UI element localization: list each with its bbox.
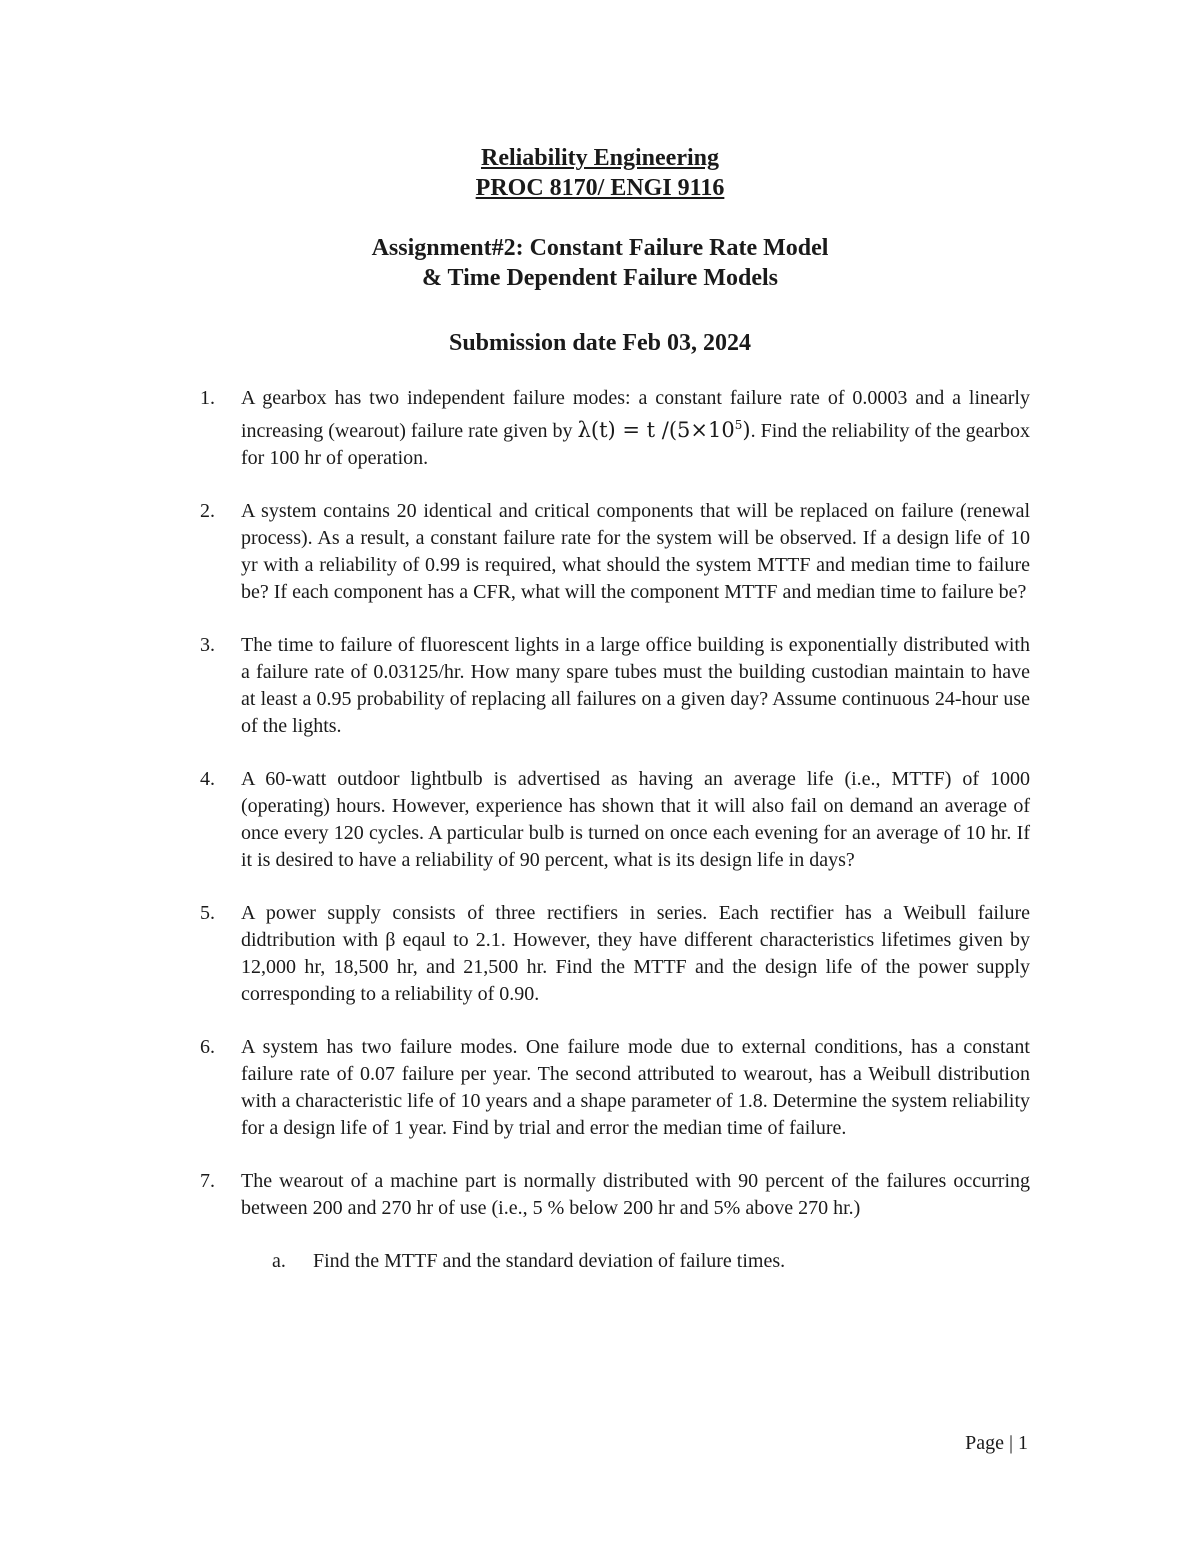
sub-question-text: Find the MTTF and the standard deviation of failure times.: [313, 1250, 786, 1272]
course-title: Reliability Engineering: [480, 145, 719, 171]
question-text: A 60-watt outdoor lightbulb is advertised as having an average life (i.e., MTTF) of 1000 (operating) hours. However, experience has shown that it will also fail on demand an average of once every 120 cycles. A particular bulb is turned on once each evening for an average of 10 hr. If it is desired to have a reliability of 90 percent, what is its design life in days?: [241, 768, 1030, 871]
question-number: 2.: [200, 500, 215, 522]
question-text: The time to failure of fluorescent lights in a large office building is exponentially distributed with a failure rate of 0.03125/hr. How many spare tubes must the building custodian maintain to have at least a 0.95 probability of replacing all failures on a given day? Assume continuous 24-hour use of the lights.: [241, 634, 1030, 737]
failure-rate-formula: [578, 418, 751, 442]
question-text: [241, 385, 1030, 472]
formula-main: λ(t) = t /(5×10: [577, 418, 735, 442]
question-1: [200, 385, 1030, 472]
submission-date: Submission date Feb 03, 2024: [448, 330, 752, 356]
question-list: [200, 385, 1030, 1301]
question-text: A system contains 20 identical and critical components that will be replaced on failure (renewal process). As a result, a constant failure rate for the system will be observed. If a design life of 10 yr with a reliability of 0.99 is required, what should the system MTTF and median time to failure be? If each component has a CFR, what will the component MTTF and median time to failure be?: [241, 500, 1030, 603]
question-number: 4.: [200, 768, 215, 790]
question-text: A system has two failure modes. One failure mode due to external conditions, has a constant failure rate of 0.07 failure per year. The second attributed to wearout, has a Weibull distribution with a characteristic life of 10 years and a shape parameter of 1.8. Determine the system reliability for a design life of 1 year. Find by trial and error the median time of failure.: [241, 1036, 1030, 1139]
question-number: 7.: [200, 1170, 215, 1192]
question-5: [200, 900, 1030, 1008]
assignment-title-line1: Assignment#2: Constant Failure Rate Model: [371, 235, 829, 261]
question-3: [200, 632, 1030, 740]
assignment-title-line2: & Time Dependent Failure Models: [422, 265, 778, 291]
formula-close: ): [742, 418, 751, 442]
question-number: 1.: [200, 387, 215, 409]
question-7: [200, 1168, 1030, 1275]
question-number: 5.: [200, 902, 215, 924]
question-number: 3.: [200, 634, 215, 656]
sub-question-list: [272, 1248, 1030, 1275]
course-code: PROC 8170/ ENGI 9116: [475, 175, 725, 201]
sub-question-a: [272, 1248, 1030, 1275]
formula-exponent: 5: [734, 418, 743, 432]
sub-question-label: a.: [272, 1250, 286, 1272]
question-4: [200, 766, 1030, 874]
question-text-part: A gearbox has two independent failure modes: a constant failure rate of 0.0003 and a linearly increasing (wearout) failure rate given by: [241, 387, 1030, 442]
question-number: 6.: [200, 1036, 215, 1058]
question-text: The wearout of a machine part is normally distributed with 90 percent of the failures occurring between 200 and 270 hr of use (i.e., 5 % below 200 hr and 5% above 270 hr.): [241, 1170, 1030, 1219]
title-block: [0, 143, 1200, 203]
question-6: [200, 1034, 1030, 1142]
assignment-title: [0, 233, 1200, 293]
question-text-part: . Find the reliability of the gearbox for 100 hr of operation.: [241, 420, 1030, 469]
question-text: A power supply consists of three rectifiers in series. Each rectifier has a Weibull failure didtribution with β eqaul to 2.1. However, they have different characteristics lifetimes given by 12,000 hr, 18,500 hr, and 21,500 hr. Find the MTTF and the design life of the power supply corresponding to a reliability of 0.90.: [241, 902, 1030, 1005]
page-number: Page | 1: [965, 1432, 1028, 1454]
question-2: [200, 498, 1030, 606]
